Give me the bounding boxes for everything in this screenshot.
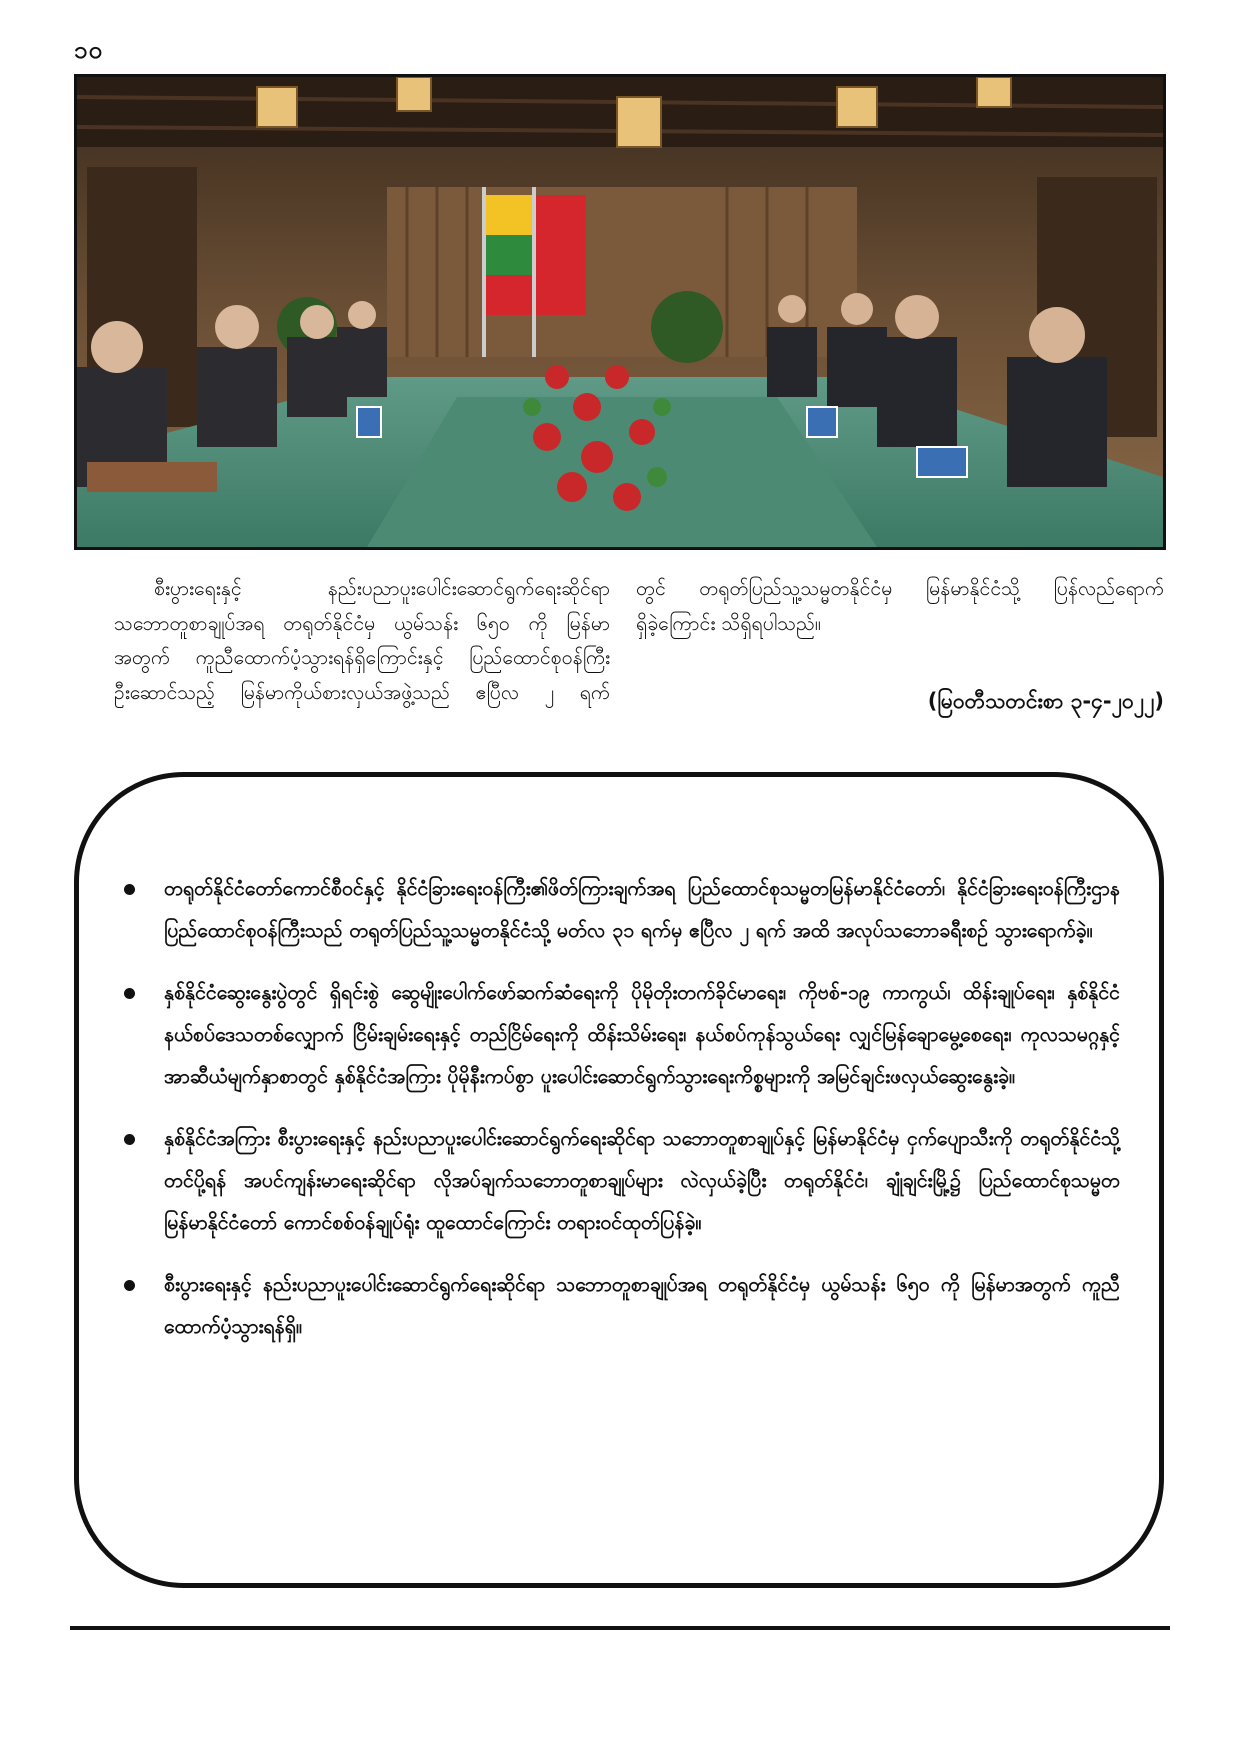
bullet-icon (124, 1134, 135, 1145)
caption-line: ဦးဆောင်သည့် မြန်မာကိုယ်စားလှယ်အဖွဲ့သည် ဧပြီလ ၂ ရက် (114, 680, 610, 704)
bullet-icon (124, 1280, 135, 1291)
list-item (124, 868, 1120, 952)
caption-line: အတွက် ကူညီထောက်ပံ့သွားရန်ရှိကြောင်းနှင့် ပြည်ထောင်စုဝန်ကြီး (114, 646, 610, 669)
bullet-text: နှစ်နိုင်ငံအကြား စီးပွားရေးနှင့် နည်းပညာပူးပေါင်းဆောင်ရွက်ရေးဆိုင်ရာ သဘောတူစာချုပ်နှင့် မြန်မာနိုင်ငံမှ ငှက်ပျောသီးကို တရုတ်နိုင်ငံသို့တင်ပို့ရန် အပင်ကျန်းမာရေးဆိုင်ရာ လိုအပ်ချက်သဘောတူစာချုပ်များ လဲလှယ်ခဲ့ပြီး တရုတ်နိုင်ငံ၊ ချုံချင်းမြို့၌ ပြည်ထောင်စုသမ္မတမြန်မာနိုင်ငံတော် ကောင်စစ်ဝန်ချုပ်ရုံး ထူထောင်ကြောင်း တရားဝင်ထုတ်ပြန်ခဲ့။ (164, 1127, 1120, 1234)
list-item (124, 972, 1120, 1098)
bullet-text: နှစ်နိုင်ငံဆွေးနွေးပွဲတွင် ရှိရင်းစွဲ ဆွေမျိုးပေါက်ဖော်ဆက်ဆံရေးကို ပိုမိုတိုးတက်ခိုင်မာရေး၊ ကိုဗစ်-၁၉ ကာကွယ်၊ ထိန်းချုပ်ရေး၊ နှစ်နိုင်ငံနယ်စပ်ဒေသတစ်လျှောက် ငြိမ်းချမ်းရေးနှင့် တည်ငြိမ်ရေးကို ထိန်းသိမ်းရေး၊ နယ်စပ်ကုန်သွယ်ရေး လျှင်မြန်ချောမွေ့စေရေး၊ ကုလသမဂ္ဂနှင့် အာဆီယံမျက်နှာစာတွင် နှစ်နိုင်ငံအကြား ပိုမိုနီးကပ်စွာ ပူးပေါင်းဆောင်ရွက်သွားရေးကိစ္စများကို အမြင်ချင်းဖလှယ်ဆွေးနွေးခဲ့။ (164, 981, 1120, 1088)
caption-line: သဘောတူစာချုပ်အရ တရုတ်နိုင်ငံမှ ယွမ်သန်း ၆၅၀ ကို မြန်မာ (114, 611, 610, 635)
list-item (124, 1264, 1120, 1348)
caption-left-column (114, 572, 610, 710)
bullet-text: တရုတ်နိုင်ငံတော်ကောင်စီဝင်နှင့် နိုင်ငံခြားရေးဝန်ကြီး၏ဖိတ်ကြားချက်အရ ပြည်ထောင်စုသမ္မတမြန်မာနိုင်ငံတော်၊ နိုင်ငံခြားရေးဝန်ကြီးဌာန ပြည်ထောင်စုဝန်ကြီးသည် တရုတ်ပြည်သူ့သမ္မတနိုင်ငံသို့ မတ်လ ၃၁ ရက်မှ ဧပြီလ ၂ ရက် အထိ အလုပ်သဘောခရီးစဉ် သွားရောက်ခဲ့။ (164, 877, 1120, 942)
summary-bullet-list (124, 868, 1120, 1368)
caption-line: ရှိခဲ့ကြောင်း သိရှိရပါသည်။ (636, 611, 821, 635)
caption-line: စီးပွားရေးနှင့် နည်းပညာပူးပေါင်းဆောင်ရွက်ရေးဆိုင်ရာ (154, 577, 610, 600)
list-item (124, 1118, 1120, 1244)
meeting-photo (74, 74, 1166, 550)
caption-right-column (636, 572, 1164, 641)
bullet-icon (124, 988, 135, 999)
bullet-text: စီးပွားရေးနှင့် နည်းပညာပူးပေါင်းဆောင်ရွက်ရေးဆိုင်ရာ သဘောတူစာချုပ်အရ တရုတ်နိုင်ငံမှ ယွမ်သန်း ၆၅၀ ကို မြန်မာအတွက် ကူညီထောက်ပံ့သွားရန်ရှိ။ (164, 1273, 1120, 1338)
page-number: ၁၀ (74, 36, 103, 64)
caption-line: တွင် တရုတ်ပြည်သူ့သမ္မတနိုင်ငံမှ မြန်မာနိုင်ငံသို့ ပြန်လည်ရောက် (636, 577, 1164, 600)
source-citation: (မြဝတီသတင်းစာ ၃-၄-၂၀၂၂) (927, 689, 1164, 713)
footer-rule (70, 1626, 1170, 1630)
bullet-icon (124, 884, 135, 895)
